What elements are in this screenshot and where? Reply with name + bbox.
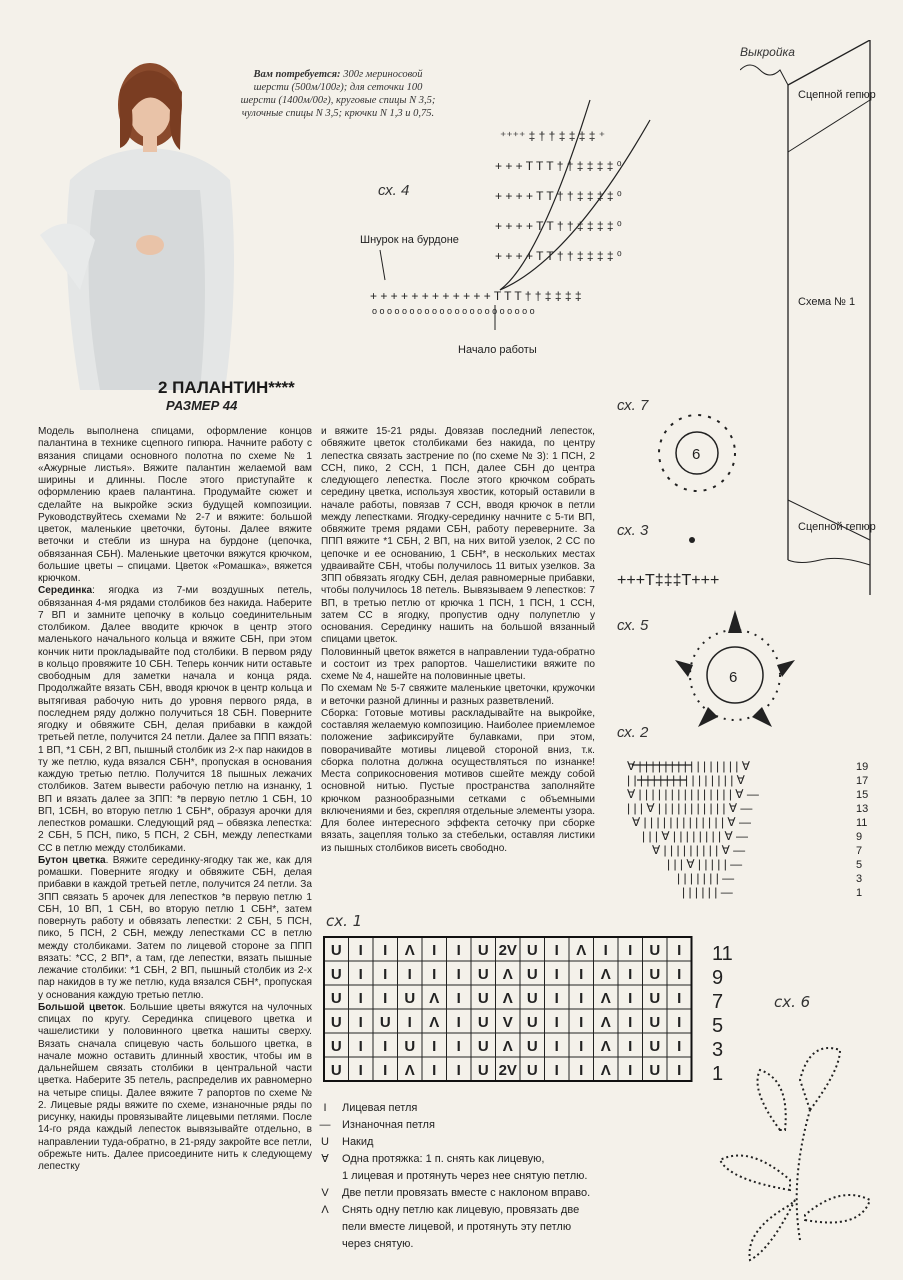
sx2-row-1: 1 [856, 887, 863, 899]
grid-symbol: U [526, 966, 538, 983]
grid-symbol: I [579, 990, 584, 1007]
scheme-7-center: 6 [692, 446, 701, 463]
grid-symbol: Λ [600, 1014, 611, 1031]
grid-symbol: U [477, 990, 489, 1007]
grid-symbol: I [554, 1062, 559, 1079]
grid-symbol: I [358, 966, 363, 983]
grid-symbol: Λ [600, 990, 611, 1007]
legend-row [318, 1100, 618, 1117]
materials-lead: Вам потребуется: [253, 69, 341, 80]
col1-para-2: Бутон цветка. Вяжите серединку-ягодку так же, как для ромашки. Поверните ягодку и обвяжите СБН, делая прибавки в каждой третьей петле, получится 24 петли. За ЗПП связать 5 арочек для лепестков *в первую петлю 1 СБН, 10 ВП, 1 СБН, во вторую петлю 1 СБН*, затем повернуть работу и обвязать лепестки: 2 СБН, 5 ПСН, пико, 5 ПСН, 2 СБН, между лепестками СС в петлю между столбиками. Затем по лицевой стороне за ППП вязать: *СС, 2 ВП*, а там, где лепестки, вязать пышные лежачие столбики: *1 СБН, 2 ВП, пышный столбик из 2-х пар накидов в ту же петлю, куда вязался СБН*, пропуская у основания каждую третью петлю. [38, 854, 312, 1001]
svg-text:∀ | | | | | | | | | | | | | |: ∀ | | | | | | | | | | | | | | | ∀ — [627, 787, 759, 801]
grid-symbol: Λ [429, 990, 440, 1007]
col2-para-3: Сборка: Готовые мотивы раскладывайте на выкройке, составляя желаемую композицию. Наиболее приемлемое положение зафиксируйте булавками, при этом, поворачивайте мотивы лицевой стороной вниз, т.к. сборка полотна должна осуществляться по изнанке! Места соприкосновения мотивов сшейте между собой основной нитью. Пустые пространства заполняйте крючком разнообразными сетками с объемными включениями и без, скрепляя отдельные элементы узора. Для более интересного эффекта сеточку при сборке вязать, зацепляя только за стебельки, оставляя листики из пышных столбиков висеть свободно. [321, 707, 595, 854]
svg-text:+ + + + T T † † ‡ ‡ ‡ ‡ ⁰: + + + + T T † † ‡ ‡ ‡ ‡ ⁰ [495, 189, 622, 203]
grid-symbol: I [432, 1038, 437, 1055]
scheme-5-center: 6 [729, 669, 738, 686]
grid-symbol: Λ [600, 966, 611, 983]
col2-para-0: и вяжите 15-21 ряды. Довязав последний лепесток, обвяжите цветок столбиками без накида, по центру лепестка связать застрение по (по схеме № 3): 1 ПСН, 2 ССН, пико, 2 ССН, 1 ПСН, далее СБН до центра следующего лепестка. После этого крючком собрать середину цветка, используя хвостик, который оставили в начале работы, повязав 7 ССН, вводя крючок в петли между лепестками. Ягодку-серединку начните с 5-ти ВП, обвяжите тремя рядами СБН, работу переверните. За ППП вяжите *1 СБН, 2 ВП, на них витой узелок, 2 СС по цепочке и ее основанию, 1 СБН*, в нескольких местах удваивайте СБН, чтобы получилось 11 витых узелков. За ЗПП обвязать ягодку СБН, делая равномерные прибавки, чтобы получилось 18 петель. Вывязываем 9 лепестков: 7 ВП, в третью петлю от крючка 1 ПСН, 1 ПСН, 1 ССН, затем СС в ягодку, пропустив одну полупетлю у основания. Серединку нашить на большой вязанный спицами цветок. [321, 426, 595, 646]
sx2-row-9: 9 [856, 831, 863, 843]
pattern-top-label: Сцепной гепюр [798, 89, 876, 101]
grid-symbol: U [526, 942, 538, 959]
pattern-middle-label: Схема № 1 [798, 296, 856, 308]
grid-symbol: I [628, 1014, 633, 1031]
grid-symbol: I [432, 1062, 437, 1079]
scheme-2-diagram [612, 720, 882, 910]
grid-symbol: I [677, 966, 682, 983]
grid-symbol: U [649, 1014, 661, 1031]
sx2-row-3: 3 [856, 873, 863, 885]
scheme-6-diagram [690, 1030, 890, 1270]
svg-text:| | | ∀ | | | | | | | | ∀ —: | | | ∀ | | | | | | | | ∀ — [642, 829, 749, 843]
grid-symbol: Λ [429, 1014, 440, 1031]
grid-symbol: I [579, 1014, 584, 1031]
grid-symbol: U [649, 990, 661, 1007]
grid-symbol: I [677, 942, 682, 959]
grid-symbol: I [603, 942, 608, 959]
grid-symbol: Λ [502, 966, 513, 983]
col1-para-0: Модель выполнена спицами, оформление концов палантина в технике сцепного гипюра. Начните работу с вязания спицами основного полотна по схеме № 1 «Ажурные листья». Вяжите палантин желаемой вам ширины и длинны. После этого приступайте к оформлению краев палантина. Продумайте сюжет и сделайте на выкройке эскиз будущей композиции. Руководствуйтесь схемами № 2-7 и вяжите: большой цветок, маленькие цветочки, бутоны. Далее вяжите веточки и стебли из шнура на бурдоне (цепочка, обвязанная СБН). Маленькие цветочки вяжутся крючком, большие цветы – спицами. Цветок «Ромашка», вяжется крючком. [38, 426, 312, 584]
grid-symbol: I [383, 966, 388, 983]
grid-symbol: I [677, 990, 682, 1007]
svg-text:⁺⁺⁺⁺ ‡ † † ‡ ‡ ‡ ‡ ⁺: ⁺⁺⁺⁺ ‡ † † ‡ ‡ ‡ ‡ ⁺ [500, 129, 606, 143]
sx1-row-7: 7 [712, 991, 724, 1013]
grid-symbol: U [330, 1038, 342, 1055]
sx2-row-19: 19 [856, 761, 869, 773]
legend-text: Две петли провязать вместе с наклоном вправо. [342, 1187, 591, 1199]
grid-symbol: I [383, 1038, 388, 1055]
scheme-2-label: сх. 2 [617, 724, 649, 741]
grid-symbol: U [477, 942, 489, 959]
legend-text: Накид [342, 1136, 374, 1148]
grid-symbol: Λ [600, 1062, 611, 1079]
svg-text:+ + + + T T † † ‡ ‡ ‡ ‡ ⁰: + + + + T T † † ‡ ‡ ‡ ‡ ⁰ [495, 249, 622, 263]
grid-symbol: U [404, 1038, 416, 1055]
grid-symbol: Λ [576, 942, 587, 959]
grid-symbol: I [358, 1014, 363, 1031]
svg-text:+ + + + T T † † ‡ ‡ ‡ ‡ ⁰: + + + + T T † † ‡ ‡ ‡ ‡ ⁰ [495, 219, 622, 233]
grid-symbol: I [677, 1014, 682, 1031]
legend-row [318, 1168, 618, 1185]
grid-symbol: U [526, 1062, 538, 1079]
svg-text:∀ | | | | | | | | | | | | | |: ∀ | | | | | | | | | | | | | | | | ∀ [627, 759, 750, 773]
legend-symbol: ∀ [321, 1153, 329, 1165]
scheme-4-diagram [350, 60, 710, 360]
grid-symbol: U [477, 966, 489, 983]
scheme-1-grid [322, 935, 742, 1095]
legend-row [318, 1202, 618, 1219]
legend-text: Изнаночная петля [342, 1119, 435, 1131]
grid-symbol: I [407, 966, 412, 983]
grid-symbol: I [456, 942, 461, 959]
svg-text:| | | | | | —: | | | | | | — [682, 885, 733, 899]
grid-symbol: I [383, 1062, 388, 1079]
scheme-6-label: сх. 6 [774, 993, 811, 1011]
scheme-7-diagram [612, 395, 752, 505]
grid-symbol: I [358, 1062, 363, 1079]
grid-symbol: Λ [404, 942, 415, 959]
grid-symbol: I [554, 942, 559, 959]
grid-symbol: I [677, 1038, 682, 1055]
grid-symbol: I [456, 966, 461, 983]
grid-symbol: 2V [498, 942, 517, 959]
grid-symbol: 2V [498, 1062, 517, 1079]
sx2-row-11: 11 [856, 817, 868, 829]
grid-symbol: I [456, 990, 461, 1007]
grid-symbol: U [649, 1038, 661, 1055]
grid-symbol: U [330, 942, 342, 959]
grid-symbol: I [358, 942, 363, 959]
scheme-4-label: сх. 4 [378, 182, 410, 199]
model-photo [40, 30, 255, 390]
grid-symbol: V [502, 1014, 513, 1031]
svg-text:| | | | | | | —: | | | | | | | — [677, 871, 735, 885]
cord-label: Шнурок на бурдоне [360, 234, 459, 246]
grid-symbol: I [677, 1062, 682, 1079]
legend-symbol: I [323, 1102, 327, 1114]
svg-text:o o o o o o o o o o o o o o o: o o o o o o o o o o o o o o o o o o o o o o [372, 306, 535, 316]
grid-symbol: I [456, 1062, 461, 1079]
instructions-column-2 [321, 426, 595, 855]
sx1-row-11: 11 [712, 943, 733, 965]
grid-symbol: U [330, 990, 342, 1007]
legend-text: пели вместе лицевой, и протянуть эту петлю [342, 1221, 572, 1233]
grid-symbol: I [554, 1038, 559, 1055]
grid-symbol: I [554, 966, 559, 983]
grid-symbol: U [649, 942, 661, 959]
svg-text:+ + + T T T † † ‡ ‡ ‡ ‡ ⁰: + + + T T T † † ‡ ‡ ‡ ‡ ⁰ [495, 159, 622, 173]
svg-text:+ + + + + + + + + + + + T T T: + + + + + + + + + + + + T T T † † ‡ ‡ ‡ ‡ [370, 289, 582, 303]
sx2-row-13: 13 [856, 803, 869, 815]
sx2-row-17: 17 [856, 775, 869, 787]
grid-symbol: U [477, 1038, 489, 1055]
sx2-row-15: 15 [856, 789, 869, 801]
grid-symbol: I [628, 966, 633, 983]
scheme-7-label: сх. 7 [617, 397, 649, 414]
grid-symbol: Λ [502, 990, 513, 1007]
legend-row [318, 1134, 618, 1151]
legend-row [318, 1117, 618, 1134]
legend-text: 1 лицевая и протянуть через нее снятую петлю. [342, 1170, 588, 1182]
grid-symbol: I [358, 990, 363, 1007]
grid-symbol: U [649, 1062, 661, 1079]
grid-symbol: U [526, 1014, 538, 1031]
legend-symbol: Λ [321, 1204, 329, 1216]
scheme-3-label: сх. 3 [617, 522, 649, 539]
legend-row [318, 1236, 618, 1253]
grid-symbol: U [404, 990, 416, 1007]
scheme-1-label: сх. 1 [326, 912, 363, 930]
scheme-5-label: сх. 5 [617, 617, 649, 634]
grid-symbol: I [432, 966, 437, 983]
grid-symbol: Λ [600, 1038, 611, 1055]
grid-symbol: I [628, 990, 633, 1007]
grid-symbol: I [579, 1038, 584, 1055]
sx2-row-5: 5 [856, 859, 863, 871]
legend-text: через снятую. [342, 1238, 414, 1250]
legend-symbol: U [321, 1136, 329, 1148]
grid-symbol: I [456, 1038, 461, 1055]
grid-symbol: U [330, 1014, 342, 1031]
grid-symbol: I [358, 1038, 363, 1055]
svg-text:| | | ∀ | | | | | | | | | | |: | | | ∀ | | | | | | | | | | | ∀ — [627, 801, 753, 815]
sx1-row-9: 9 [712, 967, 724, 989]
legend-symbol: — [319, 1119, 331, 1131]
legend-symbol: V [321, 1187, 329, 1199]
legend-text: Снять одну петлю как лицевую, провязать две [342, 1204, 580, 1216]
pattern-bottom-label: Сцепной гепюр [798, 521, 876, 533]
legend-row [318, 1151, 618, 1168]
col1-para-1: Серединка: ягодка из 7-ми воздушных петель, обвязанная 4-мя рядами столбиков без накида. Наберите 7 ВП и замните цепочку в кольцо соединительным столбиком. Далее вводите крючок в центр этого маленького начального кольца и вяжите СБН, при этом кончик нити прокладывайте под столбики. В первом ряду в кольцо провяжите 10 СБН. Теперь кончик нити оставьте свободным для заметки начала и конца ряда. Продолжайте вязать СБН, вводя крючок в центр кольца и вытягивая рабочую нить до уровня первого ряда, в последнем ряду должно получиться 18 СБН. Поверните ягодку и обвяжите СБН, делая прибавки в каждой третьей петле, получится 24 петли. Далее за ППП вязать: 1 ВП, *1 СБН, 2 ВП, пышный столбик из 2-х пар накидов в ту же петлю, куда вязался СБН*, пропуская в основания каждую третью петлю. Получится 18 пышных лежачих столбиков. Затем вывести рабочую петлю на изнанку, 1 ВП и вязать далее за ЗПП: *в первую петлю 1 СБН, 10 ВП, 1СБН, во вторую петлю 1 СБН*, образуя арочки для лепестков ромашки. Следующий ряд – обвязка лепестка: 2 СБН, 5 ПСН, пико, 5 ПСН, 2 СБН, между лепестками СС в петлю между столбиками. [38, 585, 312, 854]
grid-symbol: Λ [404, 1062, 415, 1079]
svg-text:∀ | | | | | | | | | | | | | ∀: ∀ | | | | | | | | | | | | | ∀ — [632, 815, 751, 829]
grid-symbol: U [526, 1038, 538, 1055]
legend-symbol [318, 1219, 332, 1236]
sx1-row-5: 5 [712, 1015, 724, 1037]
grid-symbol: I [554, 1014, 559, 1031]
size-subtitle: РАЗМЕР 44 [166, 398, 238, 413]
legend-row [318, 1219, 618, 1236]
col2-para-1: Половинный цветок вяжется в направлении туда-обратно и состоит из трех рапортов. Чашелистики вяжите по схеме № 4, нашейте на половинные цветы. [321, 646, 595, 682]
grid-symbol: I [628, 1038, 633, 1055]
grid-symbol: I [456, 1014, 461, 1031]
page-title: 2 ПАЛАНТИН**** [158, 378, 295, 397]
grid-symbol: I [383, 942, 388, 959]
grid-symbol: I [628, 1062, 633, 1079]
col2-para-2: По схемам № 5-7 свяжите маленькие цветочки, кружочки и веточки разной длинны и разных разветвлений. [321, 683, 595, 707]
grid-symbol: U [330, 1062, 342, 1079]
legend-text: Одна протяжка: 1 п. снять как лицевую, [342, 1153, 545, 1165]
svg-text:+++T‡‡‡T+++: +++T‡‡‡T+++ [617, 572, 720, 589]
materials-text: 300г мериносовой шерсти (500м/100г); для сеточки 100 шерсти (1400м/00г), круговые спицы N 3,5; чулочные спицы N 3,5; крючки N 1,3 и 0,75. [240, 69, 436, 119]
grid-symbol: I [407, 1014, 412, 1031]
scheme-3-diagram [612, 515, 782, 595]
start-label: Начало работы [458, 344, 537, 356]
grid-symbol: U [526, 990, 538, 1007]
legend-row [318, 1185, 618, 1202]
grid-symbol: I [432, 942, 437, 959]
grid-symbol: I [579, 966, 584, 983]
grid-symbol: U [477, 1062, 489, 1079]
legend-symbol [318, 1168, 332, 1185]
sx1-row-1: 1 [712, 1063, 724, 1085]
legend-symbol [318, 1236, 332, 1253]
svg-text:| | | ∀ | | | | | —: | | | ∀ | | | | | — [667, 857, 743, 871]
grid-symbol: U [379, 1014, 391, 1031]
grid-symbol: I [554, 990, 559, 1007]
col1-para-3: Большой цветок. Большие цветы вяжутся на чулочных спицах по кругу. Серединка спицевого цветка и чашелистики у половинного цветка нашиты сверху. Вязать сначала спицевую часть большого цветка, в начале можно оставить длинный хвостик, чтобы им в дальнейшем связать столбики в центральной части цветка. Наберите 35 петель, распределив их равномерно на четыре спицы. Далее вяжите 7 рапортов по схеме № 2. Лицевые ряды вяжите по схеме, изнаночные ряды по рисунку, накиды провязывайте лицевыми петлями. После 14-го ряда каждый лепесток вывязывайте отдельно, в направлении туда-обратно, в 21-ряду закройте все петли, обрежьте нить. Далее присоедините нить к следующему лепестку [38, 1001, 312, 1172]
grid-symbol: U [649, 966, 661, 983]
instructions-column-1 [38, 426, 312, 1173]
grid-symbol: I [628, 942, 633, 959]
symbol-legend [318, 1100, 618, 1253]
grid-symbol: Λ [502, 1038, 513, 1055]
sx1-row-3: 3 [712, 1039, 724, 1061]
grid-symbol: U [330, 966, 342, 983]
pattern-heading: Выкройка [740, 45, 795, 59]
sx2-row-7: 7 [856, 845, 863, 857]
svg-text:∀ | | | | | | | | | ∀ —: ∀ | | | | | | | | | ∀ — [652, 843, 746, 857]
legend-text: Лицевая петля [342, 1102, 418, 1114]
grid-symbol: I [579, 1062, 584, 1079]
grid-symbol: U [477, 1014, 489, 1031]
svg-text:| | | | | | | | | | | | | | |: | | | | | | | | | | | | | | | | | ∀ [627, 773, 745, 787]
grid-symbol: I [383, 990, 388, 1007]
